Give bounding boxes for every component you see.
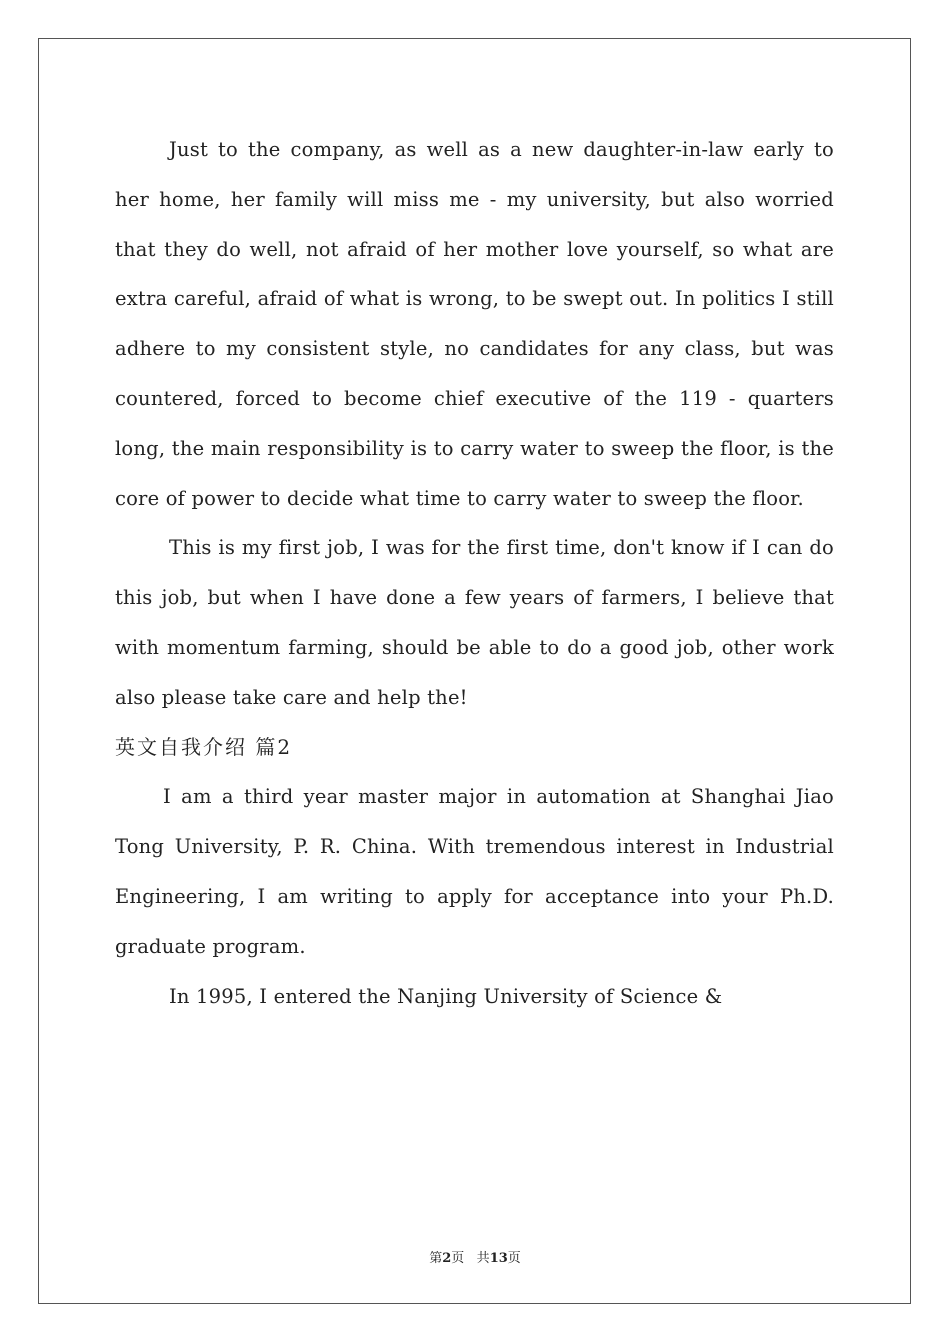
footer-page-number: 2	[442, 1251, 452, 1266]
paragraph-2: This is my first job, I was for the first time, don't know if I can do this job, but when I have done a few years of farmers, I believe that with momentum farming, should be able to do a good job, other work also please take care and help the!	[115, 536, 834, 709]
footer-prefix: 第	[429, 1251, 443, 1266]
page-footer	[0, 1247, 950, 1266]
section-heading: 英文自我介绍 篇2	[115, 734, 293, 759]
paragraph-4: In 1995, I entered the Nanjing University of Science &	[169, 984, 723, 1008]
footer-total-prefix: 共	[476, 1251, 490, 1266]
document-body	[115, 125, 834, 1021]
footer-total-pages: 13	[489, 1251, 508, 1266]
paragraph-1: Just to the company, as well as a new daughter-in-law early to her home, her family will miss me - my university, but also worried that they do well, not afraid of her mother love yourself, so what are extra careful, afraid of what is wrong, to be swept out. In politics I still adhere to my consistent style, no candidates for any class, but was countered, forced to become chief executive of the 119 - quarters long, the main responsibility is to carry water to sweep the floor, is the core of power to decide what time to carry water to sweep the floor.	[115, 138, 834, 510]
paragraph-3: I am a third year master major in automation at Shanghai Jiao Tong University, P. R. China. With tremendous interest in Industrial Engineering, I am writing to apply for acceptance into your Ph.D. graduate program.	[115, 785, 834, 958]
footer-total-unit: 页	[507, 1251, 521, 1266]
footer-page-unit: 页	[451, 1251, 465, 1266]
